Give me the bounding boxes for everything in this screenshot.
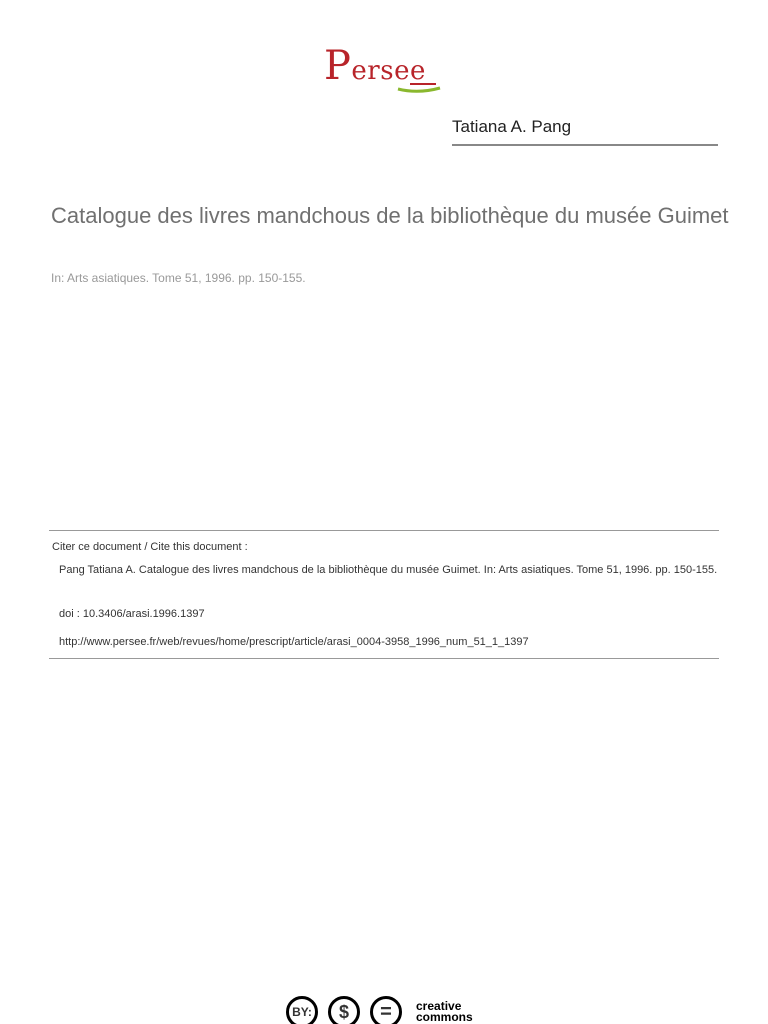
cc-by-icon: BY: — [286, 996, 318, 1024]
citation-box — [49, 530, 719, 659]
citation-reference: Pang Tatiana A. Catalogue des livres mandchous de la bibliothèque du musée Guimet. In: Arts asiatiques. Tome 51, 1996. pp. 150-155. — [59, 564, 718, 576]
article-title: Catalogue des livres mandchous de la bibliothèque du musée Guimet — [51, 203, 729, 228]
cc-nd-icon: = — [370, 996, 402, 1024]
article-source: In: Arts asiatiques. Tome 51, 1996. pp. 150-155. — [51, 271, 306, 285]
creative-commons-icon[interactable] — [286, 993, 486, 1024]
citation-doi[interactable]: doi : 10.3406/arasi.1996.1397 — [59, 608, 205, 620]
logo-swoosh-icon — [318, 44, 448, 98]
cc-word-commons: commons — [416, 1010, 473, 1024]
citation-url-link[interactable]: http://www.persee.fr/web/revues/home/prescript/article/arasi_0004-3958_1996_num_51_1_1397 — [59, 636, 529, 648]
citation-heading: Citer ce document / Cite this document : — [52, 541, 248, 553]
logo-wordmark: Persee — [324, 43, 426, 89]
author-name: Tatiana A. Pang — [452, 116, 718, 146]
cc-nc-icon: $ — [328, 996, 360, 1024]
persee-logo — [318, 44, 448, 98]
cc-word-creative: creative — [416, 999, 462, 1013]
cc-wordmark — [416, 1001, 473, 1023]
